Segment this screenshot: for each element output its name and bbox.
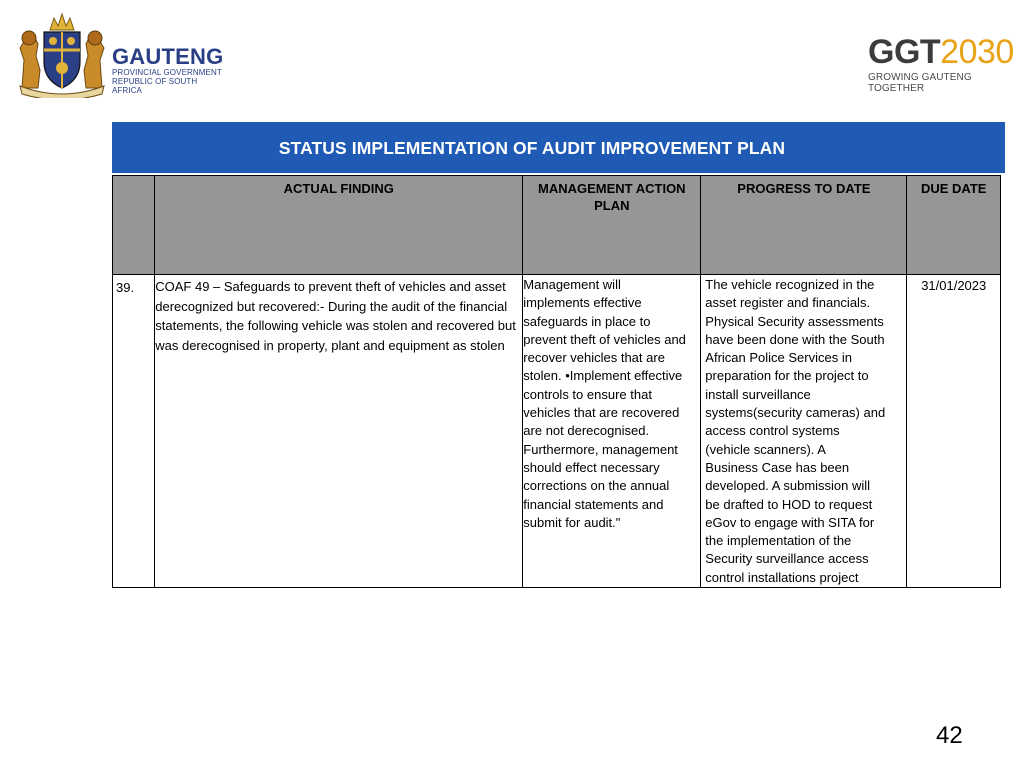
coat-of-arms-icon bbox=[14, 10, 110, 98]
row-management-action-plan bbox=[523, 275, 701, 588]
row-due-date: 31/01/2023 bbox=[907, 275, 1001, 588]
page-number: 42 bbox=[936, 722, 963, 749]
management-action-text: Management will implements effective safeguards in place to prevent theft of vehicles and recover vehicles that are stolen. •Implement effective controls to ensure that vehicles that are recovered are not derecognised. Furthermore, management should effect necessary corrections on the annual financial statements and submit for audit." bbox=[523, 277, 686, 530]
ggt2030-mark bbox=[868, 33, 1014, 71]
header-actual-finding: ACTUAL FINDING bbox=[155, 176, 523, 275]
row-actual-finding: COAF 49 – Safeguards to prevent theft of vehicles and asset derecognized but recovered:- During the audit of the financial statements, the following vehicle was stolen and recovered but was derecognised in property, plant and equipment as stolen bbox=[155, 275, 523, 588]
header-due-date: DUE DATE bbox=[907, 176, 1001, 275]
ggt-year: 2030 bbox=[940, 33, 1014, 71]
table-row bbox=[113, 275, 1001, 588]
header-number bbox=[113, 176, 155, 275]
gauteng-name: GAUTENG bbox=[112, 44, 224, 69]
progress-text: The vehicle recognized in the asset register and financials. Physical Security assessments have been done with the South African Police Services in preparation for the project to install surveillance systems(security cameras) and access control systems (vehicle scanners). A Business Case has been developed. A submission will be drafted to HOD to request eGov to engage with SITA for the implementation of the Security surveillance access control installations project bbox=[705, 277, 886, 585]
ggt2030-logo bbox=[868, 33, 1014, 94]
header-management-action-plan: MANAGEMENT ACTION PLAN bbox=[523, 176, 701, 275]
gauteng-government-logo bbox=[14, 10, 224, 98]
gauteng-subtitle-line2: REPUBLIC OF SOUTH AFRICA bbox=[112, 77, 198, 95]
row-number: 39. bbox=[113, 275, 155, 588]
slide-title: STATUS IMPLEMENTATION OF AUDIT IMPROVEMENT PLAN bbox=[278, 138, 786, 158]
gauteng-logo-text bbox=[112, 46, 223, 95]
gauteng-subtitle-line1: PROVINCIAL GOVERNMENT bbox=[112, 68, 222, 77]
slide-title-bar bbox=[112, 122, 1005, 173]
ggt-tagline: GROWING GAUTENG TOGETHER bbox=[868, 72, 972, 94]
table-header-row bbox=[113, 176, 1001, 275]
ggt-letters: GGT bbox=[868, 33, 941, 71]
header-progress-to-date: PROGRESS TO DATE bbox=[701, 176, 907, 275]
audit-improvement-table bbox=[112, 175, 1001, 588]
row-progress-to-date bbox=[701, 275, 907, 588]
